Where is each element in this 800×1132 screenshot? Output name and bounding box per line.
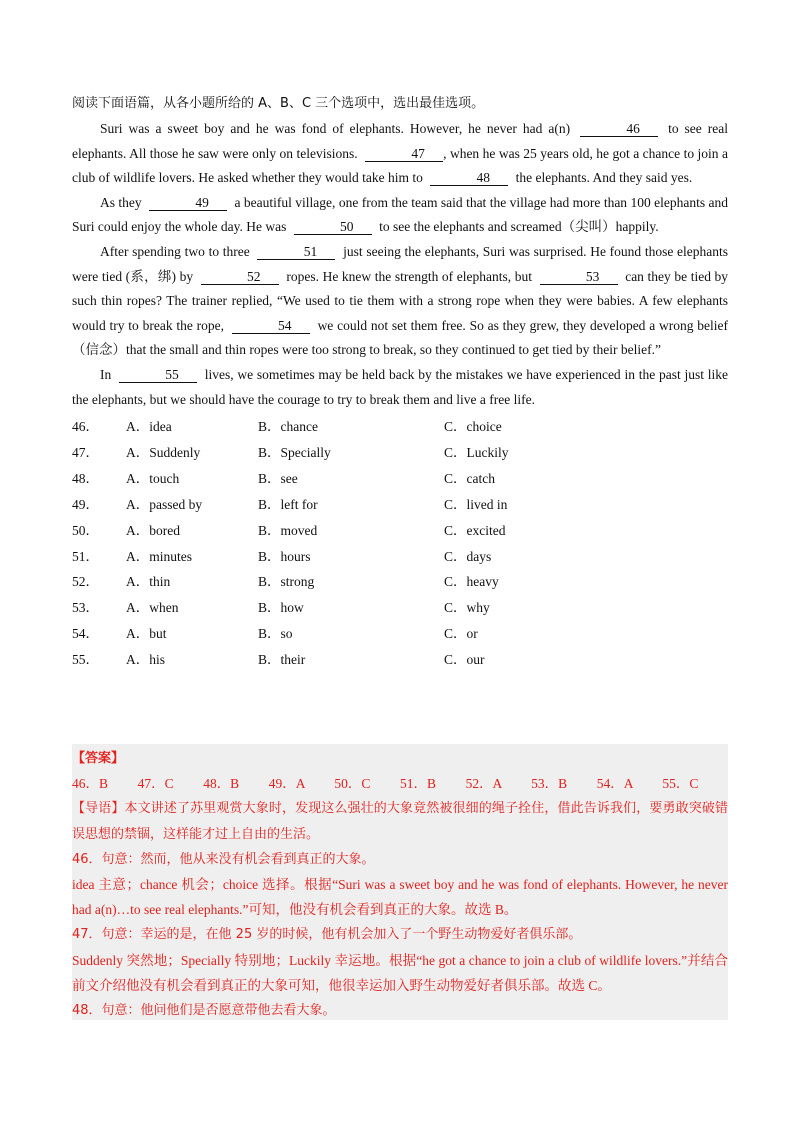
option-b: B．their [258,652,306,668]
option-a: A．minutes [126,548,192,564]
passage-text: After spending two to three [100,243,250,259]
question-number: 50． [72,522,99,538]
passage-text: a beautiful village, one from the team said that the village had more than 100 elephants and Suri could enjoy the whole day. He was [72,194,729,235]
blank-51: 51 [257,244,335,260]
option-row-54 [72,621,728,647]
answer-key: 46．B [72,776,109,792]
answer-key: 48．B [203,776,240,792]
passage-text: Suri was a sweet boy and he was fond of elephants. However, he never had a(n) [100,121,571,136]
option-a: A．when [126,600,179,616]
question-number: 54． [72,626,99,642]
answer-key: 54．A [596,776,634,792]
blank-47: 47 [365,146,443,162]
passage-paragraph-2 [72,191,728,240]
passage-text: , when he was 25 years old, he got a chance to join a club of wildlife lovers. He asked whether they would take him to [72,145,729,186]
explanation-47-analysis: Suddenly 突然地；Specially 特别地；Luckily 幸运地。根据“he got a chance to join a club of wildlife lovers.”并结合前文介绍他没有机会看到真正的大象可知，他很幸运加入野生动物爱好者俱乐部。故选 C。 [72,952,728,993]
answer-key: 47．C [137,776,174,792]
passage-paragraph-3 [72,240,728,363]
option-row-48 [72,466,728,492]
option-a: A．Suddenly [126,445,201,461]
blank-50: 50 [294,219,372,235]
option-row-55 [72,647,728,673]
passage-paragraph-4 [72,363,728,412]
question-number: 52． [72,574,99,590]
blank-49: 49 [149,195,227,211]
passage-text: ropes. He knew the strength of elephants, but [286,268,532,284]
answer-keys [72,771,728,796]
question-number: 48． [72,470,99,486]
option-c: C．or [444,626,478,642]
option-row-53 [72,595,728,621]
option-a: A．but [126,626,167,642]
question-number: 46． [72,419,99,435]
question-number: 49． [72,496,99,512]
passage-text: to see real elephants. All those he saw were only on televisions. [72,121,728,161]
passage-text: we could not set them free. So as they grew, they developed a wrong belief（信念）that the small and thin ropes were too strong to break, so they continued to get tied by their belief.” [72,317,728,358]
answer-key: 50．C [334,776,371,792]
option-c: C．choice [444,419,502,435]
question-section [72,92,728,673]
passage-text: lives, we sometimes may be held back by the mistakes we have experienced in the past just like the elephants, but we should have the courage to try to break them and live a free life. [72,366,728,407]
passage-text: the elephants. And they said yes. [515,170,693,186]
option-c: C．days [444,548,492,564]
option-a: A．thin [126,574,171,590]
option-row-47 [72,440,728,466]
option-row-49 [72,492,728,518]
option-b: B．so [258,626,293,642]
option-a: A．bored [126,522,180,538]
option-a: A．his [126,652,166,668]
option-b: B．left for [258,496,318,512]
blank-53: 53 [540,269,618,285]
option-c: C．Luckily [444,445,509,461]
option-a: A．touch [126,470,180,486]
answer-key: 53．B [531,776,568,792]
answer-key: 55．C [662,776,699,792]
explanation-46-analysis: idea 主意；chance 机会；choice 选择。根据“Suri was a sweet boy and he was fond of elephants. However, he never had a(n)…to see real elephants.”可知，他没有机会看到真正的大象。故选 B。 [72,877,728,918]
option-b: B．moved [258,522,318,538]
option-row-50 [72,518,728,544]
answer-key: 52．A [465,776,503,792]
passage-text: just seeing the elephants, Suri was surprised. He found those elephants were tied (系，绑) by [72,243,729,284]
option-c: C．why [444,600,490,616]
question-number: 55． [72,652,99,668]
guide-text: 【导语】本文讲述了苏里观赏大象时，发现这么强壮的大象竟然被很细的绳子拴住，借此告诉我们，要勇敢突破错误思想的禁锢，这样能才过上自由的生活。 [72,801,728,842]
passage-text: to see the elephants and screamed（尖叫）happily. [379,219,659,235]
option-b: B．chance [258,419,318,435]
passage-text: can they be tied by such thin ropes? The trainer replied, “We used to tie them with a strong rope when they were babies. A few elephants would try to break the rope, [72,268,729,333]
question-number: 51． [72,548,99,564]
explanation-48-meaning: 48．句意：他问他们是否愿意带他去看大象。 [72,1003,336,1019]
answer-key: 49．A [268,776,306,792]
question-number: 47． [72,445,99,461]
option-b: B．strong [258,574,315,590]
option-row-51 [72,544,728,570]
passage-text: In [100,366,112,382]
blank-52: 52 [201,269,279,285]
blank-54: 54 [232,318,310,334]
option-c: C．heavy [444,574,499,590]
option-row-46 [72,414,728,440]
instruction-text: 阅读下面语篇，从各小题所给的 A、B、C 三个选项中，选出最佳选项。 [72,96,485,111]
option-a: A．passed by [126,496,203,512]
option-b: B．how [258,600,304,616]
passage-paragraph-1 [72,117,728,191]
option-c: C．our [444,652,485,668]
blank-48: 48 [430,170,508,186]
option-c: C．lived in [444,496,508,512]
blank-46: 46 [580,121,658,137]
answer-section [72,744,728,1020]
options-list [72,414,728,673]
option-b: B．see [258,470,298,486]
blank-55: 55 [119,367,197,383]
answer-heading: 【答案】 [72,751,125,766]
option-c: C．catch [444,470,495,486]
passage-text: As they [100,194,142,210]
option-b: B．hours [258,548,311,564]
option-row-52 [72,569,728,595]
question-number: 53． [72,600,99,616]
answer-key: 51．B [399,776,436,792]
option-c: C．excited [444,522,506,538]
explanation-47-meaning: 47．句意：幸运的是，在他 25 岁的时候，他有机会加入了一个野生动物爱好者俱乐部。 [72,927,582,943]
option-a: A．idea [126,419,172,435]
option-b: B．Specially [258,445,331,461]
explanation-46-meaning: 46．句意：然而，他从来没有机会看到真正的大象。 [72,851,375,867]
